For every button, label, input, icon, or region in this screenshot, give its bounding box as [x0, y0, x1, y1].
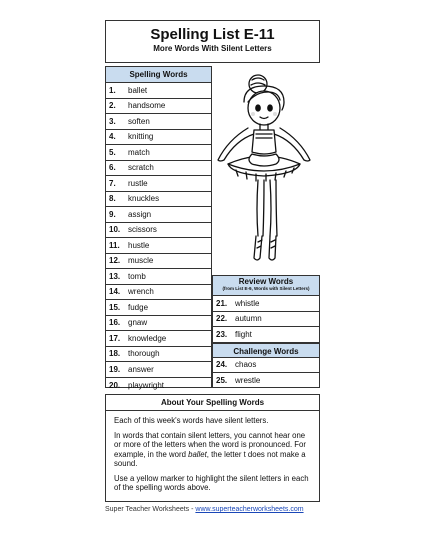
list-item [106, 130, 211, 146]
item-word: match [128, 147, 150, 157]
item-number: 17. [109, 333, 121, 343]
item-word: playwright [128, 380, 165, 390]
item-number: 3. [109, 116, 116, 126]
list-item [213, 312, 319, 328]
item-word: scratch [128, 163, 154, 173]
about-paragraph-1: Each of this week's words have silent letters. [114, 416, 269, 425]
item-number: 15. [109, 302, 121, 312]
ballerina-icon [214, 72, 318, 272]
list-item [106, 238, 211, 254]
item-word: muscle [128, 256, 154, 266]
item-word: scissors [128, 225, 157, 235]
page-subtitle: More Words With Silent Letters [153, 44, 272, 53]
item-number: 25. [216, 376, 228, 386]
item-word: autumn [235, 314, 262, 324]
item-word: flight [235, 329, 252, 339]
item-number: 12. [109, 256, 121, 266]
item-number: 18. [109, 349, 121, 359]
item-number: 1. [109, 85, 116, 95]
list-item [106, 378, 211, 394]
item-word: assign [128, 209, 152, 219]
item-number: 20. [109, 380, 121, 390]
spelling-words-table [105, 66, 212, 388]
list-item [106, 223, 211, 239]
list-item [106, 300, 211, 316]
about-paragraph-2-example: ballet [188, 449, 207, 459]
item-number: 10. [109, 225, 121, 235]
item-number: 8. [109, 194, 116, 204]
item-word: answer [128, 364, 154, 374]
list-item [213, 327, 319, 343]
list-item [106, 192, 211, 208]
list-item [213, 358, 319, 374]
footer [105, 506, 304, 513]
about-paragraph-2 [114, 431, 311, 469]
review-challenge-table [212, 275, 320, 388]
item-word: tomb [128, 271, 146, 281]
spelling-words-heading: Spelling Words [106, 67, 211, 83]
review-words-heading: Review Words [238, 277, 294, 286]
item-word: knuckles [128, 194, 160, 204]
item-number: 16. [109, 318, 121, 328]
list-item [106, 331, 211, 347]
item-word: wrench [128, 287, 154, 297]
item-number: 22. [216, 314, 228, 324]
item-number: 23. [216, 329, 228, 339]
list-item [106, 269, 211, 285]
item-word: whistle [235, 298, 260, 308]
item-word: fudge [128, 302, 149, 312]
review-words-list [213, 296, 319, 343]
list-item [106, 207, 211, 223]
item-number: 5. [109, 147, 116, 157]
item-number: 19. [109, 364, 121, 374]
item-word: ballet [128, 85, 148, 95]
list-item [106, 316, 211, 332]
item-word: knitting [128, 132, 154, 142]
challenge-words-list [213, 358, 319, 389]
item-word: chaos [235, 360, 257, 370]
list-item [213, 373, 319, 389]
list-item [106, 83, 211, 99]
item-number: 11. [109, 240, 120, 250]
list-item [213, 296, 319, 312]
item-number: 9. [109, 209, 116, 219]
item-word: hustle [128, 240, 150, 250]
item-word: thorough [128, 349, 160, 359]
item-number: 6. [109, 163, 116, 173]
footer-link[interactable]: www.superteacherworksheets.com [195, 506, 304, 513]
title-box [105, 20, 320, 63]
about-heading: About Your Spelling Words [106, 395, 319, 411]
list-item [106, 285, 211, 301]
item-number: 24. [216, 360, 228, 370]
list-item [106, 145, 211, 161]
list-item [106, 161, 211, 177]
list-item [106, 176, 211, 192]
item-number: 14. [109, 287, 121, 297]
about-paragraph-2-end: , the letter t does not make a sound. [114, 449, 306, 468]
list-item [106, 99, 211, 115]
item-number: 2. [109, 101, 116, 111]
spelling-words-list [106, 83, 211, 393]
about-paragraph-2-start: In words that contain silent letters, you cannot hear one or more of the letters when the word is pronounced. For example, in the word [114, 430, 306, 459]
item-word: wrestle [235, 376, 261, 386]
list-item [106, 362, 211, 378]
item-number: 21. [216, 298, 228, 308]
review-words-heading-block [213, 276, 319, 296]
item-word: gnaw [128, 318, 148, 328]
item-word: handsome [128, 101, 166, 111]
page-title: Spelling List E-11 [150, 26, 275, 43]
item-word: knowledge [128, 333, 167, 343]
item-word: soften [128, 116, 150, 126]
challenge-words-heading: Challenge Words [213, 343, 319, 358]
item-number: 4. [109, 132, 116, 142]
item-number: 13. [109, 271, 121, 281]
about-body [106, 411, 319, 503]
review-words-subheading: (from List E-9, Words with Silent Letters) [222, 286, 310, 291]
about-box [105, 394, 320, 502]
footer-text: Super Teacher Worksheets - [105, 506, 196, 513]
list-item [106, 114, 211, 130]
about-paragraph-3: Use a yellow marker to highlight the silent letters in each of the spelling words above. [114, 473, 309, 492]
item-word: rustle [128, 178, 148, 188]
item-number: 7. [109, 178, 116, 188]
list-item [106, 254, 211, 270]
list-item [106, 347, 211, 363]
